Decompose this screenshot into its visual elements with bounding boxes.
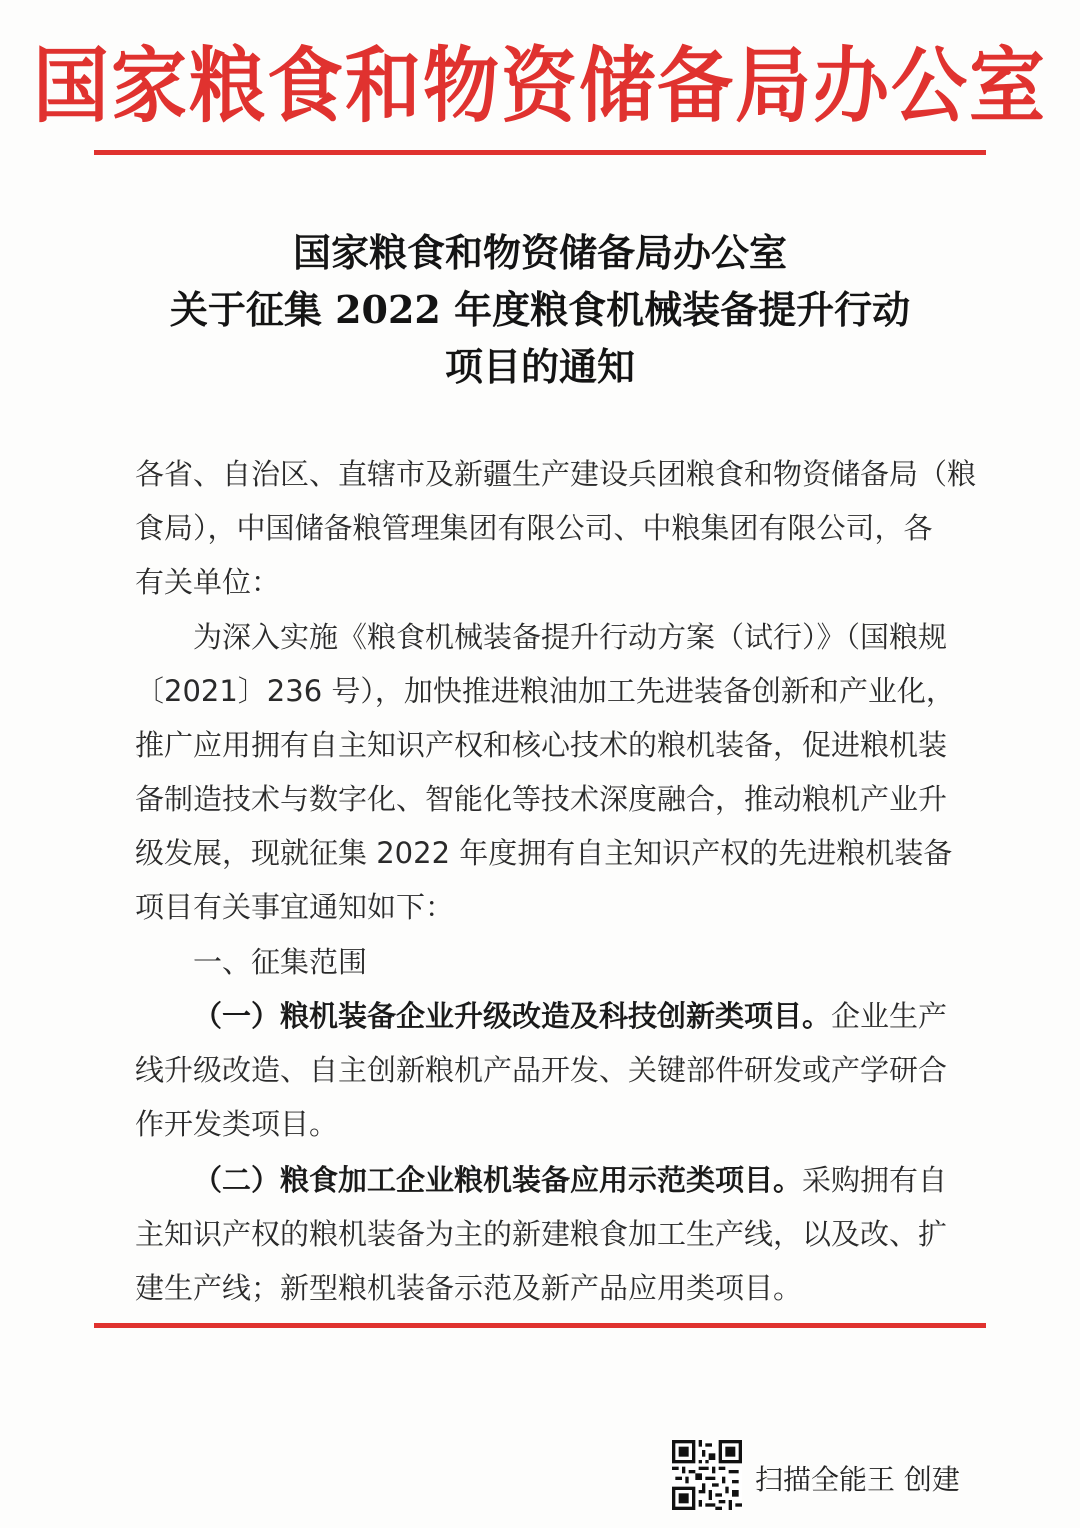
item-1-line: 作开发类项目。: [135, 1107, 339, 1141]
intro-line: 备制造技术与数字化、智能化等技术深度融合，推动粮机产业升: [135, 782, 948, 816]
letterhead-red-rule: [94, 150, 986, 155]
intro-line: 〔2021〕236 号），加快推进粮油加工先进装备创新和产业化，: [135, 674, 955, 708]
title-line-1: 国家粮食和物资储备局办公室: [292, 230, 787, 275]
qr-code-icon[interactable]: [672, 1440, 742, 1510]
intro-line: 为深入实施《粮食机械装备提升行动方案（试行）》（国粮规: [193, 620, 948, 654]
section-heading: 一、征集范围: [193, 945, 368, 979]
item-2-line: 建生产线；新型粮机装备示范及新产品应用类项目。: [135, 1271, 803, 1305]
item-1-lead: （一）粮机装备企业升级改造及科技创新类项目。: [193, 999, 832, 1033]
title-line-3: 项目的通知: [444, 344, 635, 389]
item-1-first-line: [193, 994, 947, 1035]
item-2-first-line: [193, 1158, 947, 1199]
addressee-line: 有关单位：: [135, 565, 281, 599]
item-2-line: 主知识产权的粮机装备为主的新建粮食加工生产线，以及改、扩: [135, 1217, 948, 1251]
item-2-first-rest: 采购拥有自: [802, 1163, 948, 1197]
intro-line: 推广应用拥有自主知识产权和核心技术的粮机装备，促进粮机装: [135, 728, 948, 762]
footer-red-rule: [94, 1323, 986, 1328]
intro-line: 项目有关事宜通知如下：: [135, 890, 455, 924]
title-line-2: 关于征集 2022 年度粮食机械装备提升行动: [169, 287, 911, 332]
addressee-line: 食局），中国储备粮管理集团有限公司、中粮集团有限公司，各: [135, 511, 933, 545]
document-title: [0, 224, 1080, 395]
item-2-lead: （二）粮食加工企业粮机装备应用示范类项目。: [193, 1163, 803, 1197]
letterhead-org-name: 国家粮食和物资储备局办公室: [33, 37, 1047, 134]
intro-line: 级发展，现就征集 2022 年度拥有自主知识产权的先进粮机装备: [135, 836, 953, 870]
addressee-line: 各省、自治区、直辖市及新疆生产建设兵团粮食和物资储备局（粮: [135, 457, 977, 491]
item-1-line: 线升级改造、自主创新粮机产品开发、关键部件研发或产学研合: [135, 1053, 948, 1087]
scanner-app-label: 扫描全能王 创建: [755, 1463, 960, 1496]
item-1-first-rest: 企业生产: [831, 999, 948, 1033]
